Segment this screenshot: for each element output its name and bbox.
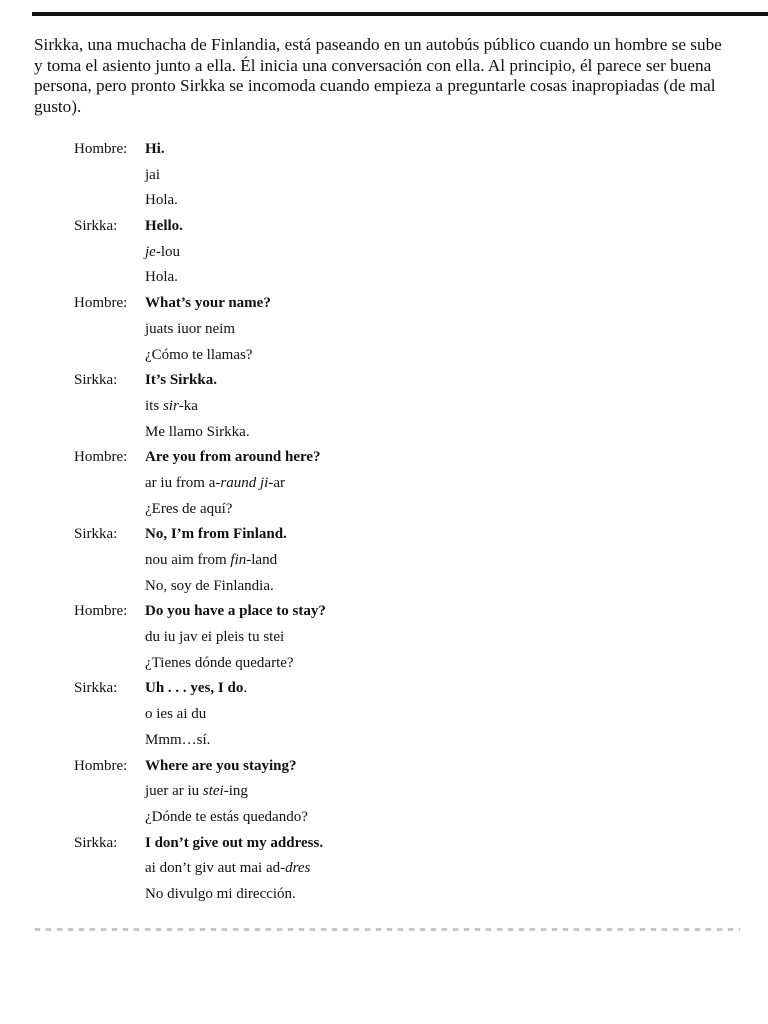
dialogue-line-spanish	[74, 420, 734, 446]
english-phrase: I don’t give out my address.	[145, 834, 324, 851]
speaker-label: Hombre:	[74, 449, 128, 466]
dialogue-line-pronunciation	[74, 471, 734, 497]
pron-segment: its	[145, 397, 163, 414]
english-phrase: What’s your name?	[145, 295, 271, 312]
spanish-translation: No, soy de Finlandia.	[145, 577, 274, 594]
pron-segment: -ing	[223, 783, 248, 800]
speaker-label: Hombre:	[74, 757, 128, 774]
dialogue	[74, 137, 734, 908]
page-bottom-dotted-edge	[32, 928, 740, 931]
speaker-label: Sirkka:	[74, 218, 118, 235]
speaker-label: Sirkka:	[74, 526, 118, 543]
pron-segment: -land	[246, 552, 278, 568]
pron-segment: ai don’t giv aut mai ad-	[145, 860, 286, 877]
dialogue-line-english	[74, 445, 734, 471]
speaker-label: Sirkka:	[74, 680, 118, 697]
pron-segment: nou aim from	[145, 552, 231, 568]
english-phrase: Hi.	[145, 141, 165, 157]
speaker-label: Hombre:	[74, 295, 128, 312]
spanish-translation: Hola.	[145, 269, 178, 286]
speaker-label: Hombre:	[74, 141, 128, 157]
pronunciation: juats iuor neim	[145, 320, 235, 337]
dialogue-line-english	[74, 291, 734, 317]
dialogue-line-english	[74, 676, 734, 702]
spanish-translation: ¿Cómo te llamas?	[145, 346, 253, 363]
dialogue-line-english	[74, 368, 734, 394]
dialogue-line-spanish	[74, 574, 734, 600]
dialogue-line-pronunciation	[74, 625, 734, 651]
dialogue-line-spanish	[74, 188, 734, 214]
dialogue-line-english	[74, 831, 734, 857]
pronunciation	[145, 471, 734, 497]
pron-segment: -ar	[268, 474, 285, 491]
pronunciation	[145, 548, 734, 574]
speaker-label: Hombre:	[74, 603, 128, 620]
dialogue-line-spanish	[74, 651, 734, 677]
spanish-translation: No divulgo mi dirección.	[145, 885, 296, 902]
dialogue-line-pronunciation	[74, 702, 734, 728]
dialogue-line-english	[74, 599, 734, 625]
english-phrase: Are you from around here?	[145, 449, 321, 466]
dialogue-line-spanish	[74, 497, 734, 523]
pronunciation	[145, 779, 734, 805]
spanish-translation: Me llamo Sirkka.	[145, 423, 250, 440]
dialogue-line-english	[74, 754, 734, 780]
dialogue-line-pronunciation	[74, 548, 734, 574]
english-phrase	[145, 676, 734, 702]
spanish-translation: Mmm…sí.	[145, 731, 211, 748]
stressed-syllable: fin	[230, 552, 247, 568]
dialogue-line-pronunciation	[74, 317, 734, 343]
dialogue-line-pronunciation	[74, 779, 734, 805]
english-phrase-tail: .	[243, 680, 248, 697]
pron-segment: -lou	[155, 243, 180, 260]
top-rule	[32, 12, 768, 16]
stressed-syllable: raund ji	[220, 474, 269, 491]
stressed-syllable: sir	[162, 397, 179, 414]
spanish-translation: Hola.	[145, 192, 178, 209]
dialogue-line-spanish	[74, 728, 734, 754]
spanish-translation: ¿Tienes dónde quedarte?	[145, 654, 294, 671]
dialogue-line-pronunciation	[74, 240, 734, 266]
pron-segment: juer ar iu	[145, 783, 203, 800]
intro-paragraph: Sirkka, una muchacha de Finlandia, está paseando en un autobús público cuando un hombre se sube y toma el asiento junto a ella. Él inicia una conversación con ella. Al principio, él parece ser buena persona, pero pronto Sirkka se incomoda cuando empieza a preguntarle cosas inapropiadas (de mal gusto).	[34, 35, 722, 116]
stressed-syllable: je	[145, 243, 156, 260]
dialogue-line-pronunciation	[74, 856, 734, 882]
dialogue-line-english	[74, 522, 734, 548]
pron-segment: ar iu from a-	[145, 474, 221, 491]
pronunciation	[145, 394, 734, 420]
pronunciation: jai	[145, 166, 160, 183]
speaker-label: Sirkka:	[74, 372, 118, 389]
pron-segment: -ka	[178, 397, 198, 414]
english-phrase: It’s Sirkka.	[145, 372, 217, 389]
dialogue-line-english	[74, 137, 734, 163]
stressed-syllable: dres	[285, 860, 311, 877]
english-phrase: Do you have a place to stay?	[145, 603, 326, 620]
stressed-syllable: stei	[202, 783, 224, 800]
spanish-translation: ¿Eres de aquí?	[145, 500, 233, 517]
dialogue-line-pronunciation	[74, 394, 734, 420]
dialogue-line-spanish	[74, 882, 734, 908]
dialogue-line-spanish	[74, 805, 734, 831]
dialogue-line-pronunciation	[74, 163, 734, 189]
speaker-label: Sirkka:	[74, 834, 118, 851]
dialogue-line-spanish	[74, 265, 734, 291]
dialogue-line-english	[74, 214, 734, 240]
pronunciation	[145, 856, 734, 882]
english-phrase-bold: Uh . . . yes, I do	[145, 680, 244, 697]
pronunciation: du iu jav ei pleis tu stei	[145, 629, 285, 646]
spanish-translation: ¿Dónde te estás quedando?	[145, 808, 308, 825]
english-phrase: Where are you staying?	[145, 757, 297, 774]
pronunciation	[145, 240, 734, 266]
english-phrase: No, I’m from Finland.	[145, 526, 287, 543]
dialogue-line-spanish	[74, 343, 734, 369]
english-phrase: Hello.	[145, 218, 183, 235]
pronunciation: o ies ai du	[145, 706, 207, 723]
